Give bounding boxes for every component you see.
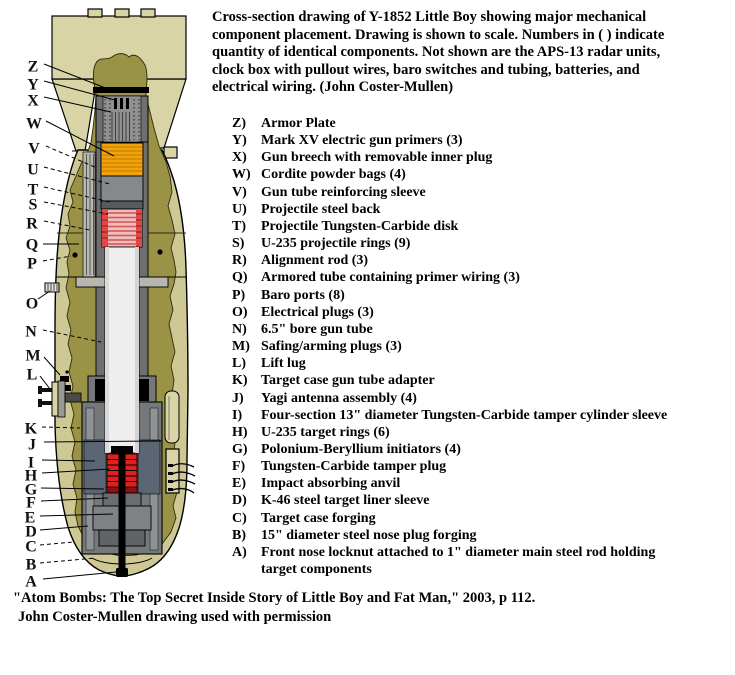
legend-item: [232, 184, 734, 201]
legend-letter: D): [232, 493, 247, 509]
legend-text: Front nose locknut attached to 1" diameter main steel rod holding: [261, 544, 656, 560]
legend-text: Safing/arming plugs (3): [261, 339, 402, 355]
legend-text: Polonium-Beryllium initiators (4): [261, 441, 461, 457]
leader-line-O: [38, 291, 50, 299]
citation-line1: "Atom Bombs: The Top Secret Inside Story of Little Boy and Fat Man," 2003, p 112.: [13, 590, 536, 606]
tail-tab: [88, 9, 102, 17]
legend-letter: W): [232, 167, 251, 183]
legend-letter: T): [232, 218, 246, 234]
diagram-label-S: S: [28, 196, 38, 214]
legend-text: 6.5" bore gun tube: [261, 321, 373, 337]
cordite-powder-bags: [101, 143, 143, 176]
legend-text-continued: target components: [261, 562, 372, 578]
legend-item: [232, 424, 734, 441]
legend-text: Baro ports (8): [261, 287, 345, 303]
diagram-label-Z: Z: [27, 58, 39, 76]
legend-text: Alignment rod (3): [261, 253, 369, 269]
legend-letter: Y): [232, 133, 247, 149]
legend-text: Mark XV electric gun primers (3): [261, 133, 463, 149]
legend-letter: I): [232, 407, 243, 423]
title-line: electrical wiring. (John Coster-Mullen): [212, 79, 454, 95]
gun-tube-bore: [105, 247, 139, 453]
diagram-label-T: T: [27, 181, 39, 199]
legend-item: [232, 407, 734, 424]
legend-letter: U): [232, 201, 247, 217]
electrical-plug: [45, 283, 59, 292]
legend-item: [232, 510, 734, 527]
legend-letter: Q): [232, 270, 248, 286]
legend-text: Projectile Tungsten-Carbide disk: [261, 218, 459, 234]
legend-letter: S): [232, 236, 245, 252]
legend-letter: O): [232, 304, 248, 320]
diagram-label-B: B: [25, 556, 37, 574]
legend-item: [232, 201, 734, 218]
legend-text: Armored tube containing primer wiring (3): [261, 270, 520, 286]
baro-port: [157, 249, 162, 254]
leader-line-C: [40, 542, 74, 545]
adapter-seal-right: [139, 379, 149, 401]
legend-item: [232, 338, 734, 355]
legend-item: [232, 218, 734, 235]
tamper-cylinder-sleeve-left: [84, 440, 106, 494]
legend-letter: A): [232, 544, 247, 560]
legend-letter: L): [232, 356, 246, 372]
diagram-label-J: J: [28, 436, 36, 454]
diagram-label-H: H: [24, 467, 38, 485]
leader-line-A: [43, 572, 116, 579]
diagram-label-C: C: [25, 538, 37, 556]
legend-item: [232, 269, 734, 286]
adapter-seal-left: [95, 379, 105, 401]
diagram-label-R: R: [26, 215, 38, 233]
tail-flare-step: [164, 147, 177, 158]
legend-text: Impact absorbing anvil: [261, 476, 401, 492]
legend-item: [232, 287, 734, 304]
legend-item: [232, 235, 734, 252]
legend-text: U-235 projectile rings (9): [261, 236, 411, 252]
legend-item: [232, 492, 734, 509]
legend-item: [232, 149, 734, 166]
gun-breech: [96, 96, 148, 142]
title-line: clock box with pullout wires, baro switches and tubing, batteries, and: [212, 61, 640, 78]
diagram-label-F: F: [26, 494, 36, 512]
legend-text: Lift lug: [261, 356, 306, 372]
diagram-label-M: M: [25, 347, 41, 365]
legend-item: [232, 132, 734, 149]
citation-line2: John Coster-Mullen drawing used with permission: [18, 608, 332, 625]
legend-item: [232, 475, 734, 492]
legend-text: Gun tube reinforcing sleeve: [261, 184, 426, 200]
diagram-label-N: N: [25, 323, 37, 341]
diagram-label-K: K: [24, 420, 38, 438]
main-steel-rod: [119, 446, 126, 570]
projectile-tungsten-disk: [101, 201, 143, 209]
diagram-label-Y: Y: [27, 76, 39, 94]
component-legend: [232, 115, 734, 578]
legend-item: [232, 166, 734, 183]
diagram-label-A: A: [25, 573, 37, 591]
projectile-u235-rings: [102, 209, 142, 247]
legend-text: Target case gun tube adapter: [261, 373, 435, 389]
legend-text: Four-section 13" diameter Tungsten-Carbide tamper cylinder sleeve: [261, 407, 668, 423]
legend-text: Armor Plate: [261, 116, 336, 131]
legend-text: Projectile steel back: [261, 201, 381, 217]
legend-item: [232, 544, 734, 578]
legend-item: [232, 527, 734, 544]
tail-tab: [115, 9, 129, 17]
gun-primer: [126, 98, 129, 109]
diagram-label-Q: Q: [25, 236, 39, 254]
legend-letter: C): [232, 510, 247, 526]
tail-tab: [141, 9, 155, 17]
legend-text: Tungsten-Carbide tamper plug: [261, 459, 447, 475]
legend-text: K-46 steel target liner sleeve: [261, 493, 430, 509]
diagram-label-G: G: [24, 481, 38, 499]
legend-item: [232, 355, 734, 372]
legend-text: Yagi antenna assembly (4): [261, 390, 417, 406]
legend-letter: K): [232, 373, 248, 389]
diagram-label-V: V: [28, 140, 40, 158]
legend-item: [232, 441, 734, 458]
title-line: quantity of identical components. Not shown are the APS-13 radar units,: [212, 44, 661, 60]
gun-primer: [120, 98, 123, 109]
citation: [13, 589, 713, 626]
legend-letter: X): [232, 150, 247, 166]
baro-port: [72, 252, 77, 257]
legend-item: [232, 115, 734, 132]
legend-letter: F): [232, 459, 246, 475]
diagram-label-W: W: [26, 115, 42, 133]
legend-letter: M): [232, 339, 250, 355]
legend-letter: P): [232, 287, 246, 303]
diagram-label-P: P: [27, 255, 37, 273]
title-paragraph: [212, 9, 732, 97]
legend-item: [232, 321, 734, 338]
legend-text: Electrical plugs (3): [261, 304, 374, 320]
legend-item: [232, 458, 734, 475]
legend-letter: G): [232, 441, 248, 457]
projectile-steel-back: [101, 176, 143, 201]
legend-item: [232, 252, 734, 269]
tail-flare-left: [52, 79, 97, 151]
diagram-label-U: U: [27, 161, 39, 179]
legend-item: [232, 372, 734, 389]
tamper-cylinder-sleeve-right: [138, 440, 160, 494]
legend-letter: R): [232, 253, 247, 269]
title-line: component placement. Drawing is shown to scale. Numbers in ( ) indicate: [212, 26, 665, 43]
legend-letter: E): [232, 476, 246, 492]
legend-letter: H): [232, 424, 248, 440]
legend-text: Cordite powder bags (4): [261, 167, 406, 183]
legend-letter: Z): [232, 116, 246, 131]
diagram-label-D: D: [25, 523, 37, 541]
legend-text: U-235 target rings (6): [261, 424, 390, 440]
legend-letter: J): [232, 390, 244, 406]
legend-text: Gun breech with removable inner plug: [261, 150, 493, 166]
legend-letter: B): [232, 527, 246, 543]
legend-letter: V): [232, 184, 247, 200]
legend-item: [232, 304, 734, 321]
diagram-label-O: O: [25, 295, 39, 313]
diagram-label-L: L: [26, 366, 38, 384]
legend-letter: N): [232, 321, 247, 337]
legend-item: [232, 390, 734, 407]
front-nose-locknut: [116, 568, 128, 577]
title-line: Cross-section drawing of Y-1852 Little Boy showing major mechanical: [212, 9, 647, 25]
diagram-label-I: I: [27, 454, 35, 472]
armored-primer-tube: [83, 152, 95, 277]
armor-plate: [93, 87, 149, 93]
legend-text: 15" diameter steel nose plug forging: [261, 527, 477, 543]
legend-text: Target case forging: [261, 510, 376, 526]
diagram-label-X: X: [27, 92, 39, 110]
diagram-label-E: E: [24, 509, 36, 527]
